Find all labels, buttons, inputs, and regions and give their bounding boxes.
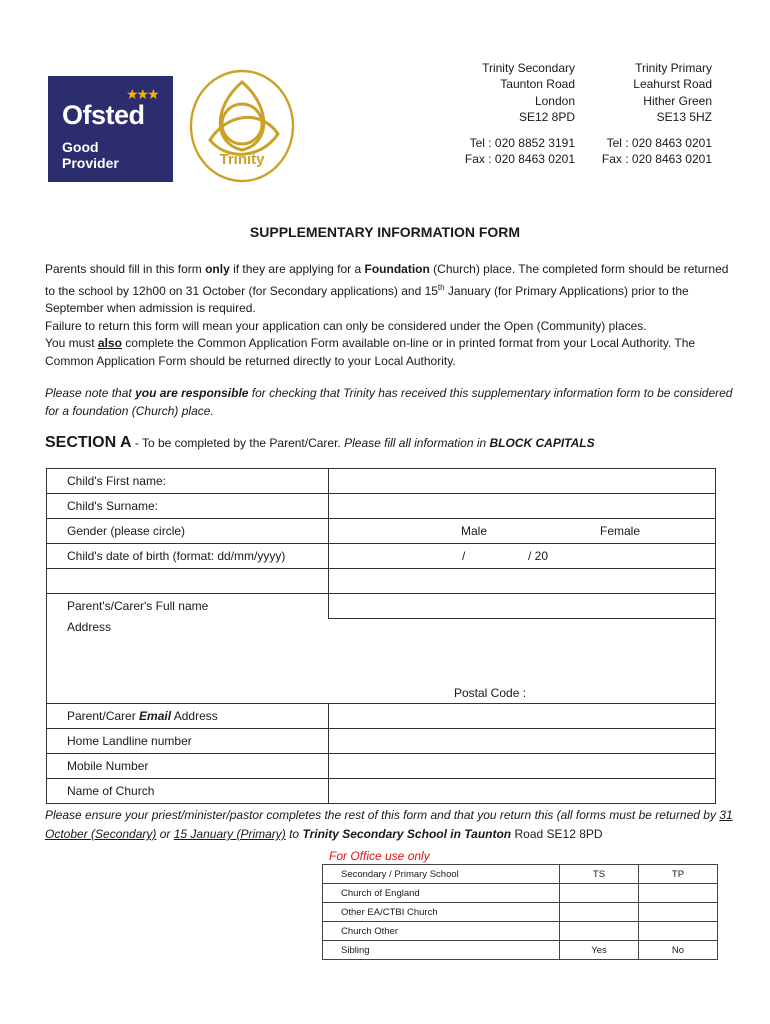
trinity-wordmark: Trinity [219,151,265,168]
secondary-fax: Fax : 020 8463 0201 [464,152,575,167]
mobile-label: Mobile Number [47,754,329,779]
office-cell: No [639,941,718,960]
mobile-field[interactable] [329,754,716,779]
responsibility-note: Please note that you are responsible for checking that Trinity has received this supplementary information form to be considered for a foundation (Church) place. [45,386,733,418]
primary-name: Trinity Primary [635,61,712,75]
office-cell: Sibling [323,941,560,960]
primary-fax: Fax : 020 8463 0201 [601,152,712,167]
parent-name-field[interactable] [329,594,716,619]
table-row [323,884,718,903]
surname-field[interactable] [329,494,716,519]
table-row [47,594,716,619]
dob-label: Child's date of birth (format: dd/mm/yyyy) [47,544,329,569]
table-row [323,903,718,922]
office-cell: Church of England [323,884,560,903]
office-cell: Church Other [323,922,560,941]
office-cell[interactable] [560,884,639,903]
landline-label: Home Landline number [47,729,329,754]
logo-divider [172,76,173,182]
dob-year-prefix: / 20 [528,549,549,563]
secondary-name: Trinity Secondary [482,61,575,75]
office-use-table [322,864,718,960]
table-row [47,519,716,544]
form-title: SUPPLEMENTARY INFORMATION FORM [249,224,521,240]
table-row [47,469,716,494]
secondary-postcode: SE12 8PD [518,109,575,124]
primary-postcode: SE13 5HZ [656,109,712,124]
office-cell: TS [560,865,639,884]
gender-male-option[interactable]: Male [461,524,488,538]
primary-tel: Tel : 020 8463 0201 [606,136,712,151]
office-cell[interactable] [560,903,639,922]
table-row [47,619,716,704]
office-cell[interactable] [639,903,718,922]
table-row [47,754,716,779]
table-row [47,704,716,729]
star-icon: ★★★ [126,86,158,102]
office-cell: Yes [560,941,639,960]
ofsted-grade [62,139,119,171]
office-cell[interactable] [639,922,718,941]
return-instructions: Please ensure your priest/minister/pastor completes the rest of this form and that you return this (all forms must be returned by 31 October (Secondary) or 15 January (Primary) to Trinity Secondary School in Taunton Road SE12 8PD [45,808,733,841]
office-use-title: For Office use only [329,849,430,863]
trinity-logo [188,68,296,184]
table-row [323,922,718,941]
gender-label: Gender (please circle) [47,519,329,544]
table-row [47,569,716,594]
table-row [47,494,716,519]
primary-address [568,60,712,168]
intro-paragraph: Parents should fill in this form only if they are applying for a Foundation (Church) place. The completed form should be returned to the school by 12h00 on 31 October (for Secondary applications) and 15th January (for Primary Applications) prior to the September when admission is required. Failure to return this form will mean your application can only be considered under the Open (Community) places. You must also complete the Common Application Form available on-line or in printed format from your Local Authority. The Common Application Form should be returned directly to your Local Authority. [45,261,735,370]
gender-field[interactable] [329,519,716,544]
church-label: Name of Church [47,779,329,804]
also-note: You must also complete the Common Application Form available on-line or in printed format from your Local Authority. The Common Application Form should be returned directly to your Local Authority. [45,336,696,368]
section-a-heading: SECTION A - To be completed by the Parent/Carer. Please fill all information in BLOCK CAPITALS [45,434,595,451]
blank-label-cell [47,569,329,594]
first-name-field[interactable] [329,469,716,494]
ofsted-grade-line-1: Good [62,139,99,155]
ofsted-logo [48,76,172,182]
table-row [323,865,718,884]
secondary-tel: Tel : 020 8852 3191 [469,136,575,151]
email-label: Parent/Carer Email Address [47,704,329,729]
table-row [47,729,716,754]
office-cell: TP [639,865,718,884]
secondary-address [430,60,575,168]
gender-female-option[interactable]: Female [600,524,641,538]
secondary-street: Taunton Road [500,77,575,92]
primary-city: Hither Green [643,93,712,108]
trinity-knot-icon [188,68,296,184]
church-field[interactable] [329,779,716,804]
failure-note: Failure to return this form will mean your application can only be considered under the Open (Community) places. [45,318,647,333]
table-row [47,779,716,804]
office-cell[interactable] [639,884,718,903]
landline-field[interactable] [329,729,716,754]
office-cell: Other EA/CTBI Church [323,903,560,922]
ofsted-wordmark: Ofsted [62,100,145,130]
dob-field[interactable] [329,544,716,569]
email-field[interactable] [329,704,716,729]
address-label: Address [67,620,112,634]
section-a-table [46,468,716,804]
dob-slash: / [462,549,466,563]
address-field[interactable] [47,619,716,704]
primary-street: Leahurst Road [633,77,712,92]
table-row [323,941,718,960]
blank-field[interactable] [329,569,716,594]
first-name-label: Child's First name: [47,469,329,494]
table-row [47,544,716,569]
surname-label: Child's Surname: [47,494,329,519]
ofsted-grade-line-2: Provider [62,155,119,171]
parent-name-label: Parent's/Carer's Full name [47,594,329,619]
office-cell[interactable] [560,922,639,941]
secondary-city: London [534,93,575,108]
postal-code-label: Postal Code : [454,686,527,700]
office-cell: Secondary / Primary School [323,865,560,884]
